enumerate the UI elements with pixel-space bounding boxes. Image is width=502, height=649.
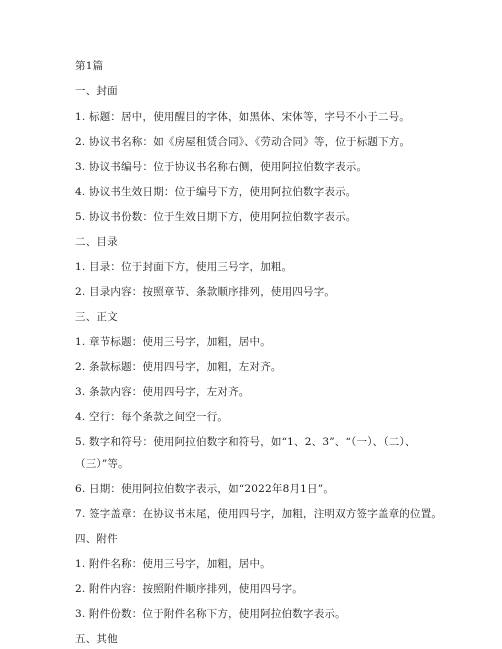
list-item — [75, 110, 410, 124]
item-text: 附件内容：按照附件顺序排列，使用四号字。 — [89, 583, 303, 595]
item-number: 2. — [75, 286, 86, 298]
item-text: 目录内容：按照章节、条款顺序排列，使用四号字。 — [89, 286, 336, 298]
item-number: 6. — [75, 483, 86, 495]
item-number: 2. — [75, 583, 86, 595]
list-item — [75, 360, 282, 374]
item-number: 3. — [75, 161, 86, 173]
item-text: 协议书编号：位于协议书名称右侧，使用阿拉伯数字表示。 — [89, 161, 368, 173]
section-heading-cover: 一、封面 — [75, 85, 118, 97]
item-text: 附件名称：使用三号字，加粗，居中。 — [89, 558, 271, 570]
item-text: 条款内容：使用四号字，左对齐。 — [89, 386, 250, 398]
list-item — [75, 185, 357, 199]
item-number: 2. — [75, 361, 86, 373]
item-text: 标题：居中，使用醒目的字体，如黑体、宋体等，字号不小于二号。 — [89, 111, 410, 123]
list-item — [75, 582, 303, 596]
item-text: 章节标题：使用三号字，加粗，居中。 — [89, 336, 271, 348]
item-number: 1. — [75, 336, 86, 348]
item-number: 1. — [75, 261, 86, 273]
section-heading-other: 五、其他 — [75, 633, 118, 645]
item-number: 4. — [75, 186, 86, 198]
section-heading-toc: 二、目录 — [75, 236, 118, 248]
item-text: 条款标题：使用四号字，加粗，左对齐。 — [89, 361, 282, 373]
item-number: 5. — [75, 211, 86, 223]
item-text: 协议书生效日期：位于编号下方，使用阿拉伯数字表示。 — [89, 186, 357, 198]
list-item — [75, 507, 442, 521]
list-item — [75, 431, 430, 475]
item-text: 附件份数：位于附件名称下方，使用阿拉伯数字表示。 — [89, 608, 346, 620]
item-text: 目录：位于封面下方，使用三号字，加粗。 — [89, 261, 293, 273]
list-item — [75, 210, 357, 224]
item-text: 数字和符号：使用阿拉伯数字和符号，如“1、2、3”、“（一）、（二）、（三）”等。 — [75, 436, 416, 470]
item-number: 4. — [75, 411, 86, 423]
section-heading-appendix: 四、附件 — [75, 533, 118, 545]
list-item — [75, 482, 334, 496]
list-item — [75, 410, 228, 424]
item-text: 签字盖章：在协议书末尾，使用四号字，加粗，注明双方签字盖章的位置。 — [89, 508, 443, 520]
item-text: 日期：使用阿拉伯数字表示，如“2022年8月1日”。 — [89, 483, 335, 495]
list-item — [75, 160, 367, 174]
list-item — [75, 260, 292, 274]
item-number: 2. — [75, 136, 86, 148]
list-item — [75, 135, 410, 149]
item-text: 协议书份数：位于生效日期下方，使用阿拉伯数字表示。 — [89, 211, 357, 223]
list-item — [75, 335, 271, 349]
item-number: 1. — [75, 558, 86, 570]
item-number: 3. — [75, 386, 86, 398]
document-title: 第1篇 — [75, 60, 104, 72]
section-heading-body: 三、正文 — [75, 311, 118, 323]
item-text: 空行：每个条款之间空一行。 — [89, 411, 229, 423]
item-number: 7. — [75, 508, 86, 520]
item-number: 1. — [75, 111, 86, 123]
item-number: 5. — [75, 436, 86, 448]
list-item — [75, 385, 250, 399]
list-item — [75, 607, 346, 621]
list-item — [75, 285, 335, 299]
list-item — [75, 557, 271, 571]
item-number: 3. — [75, 608, 86, 620]
item-text: 协议书名称：如《房屋租赁合同》、《劳动合同》等，位于标题下方。 — [89, 136, 411, 148]
